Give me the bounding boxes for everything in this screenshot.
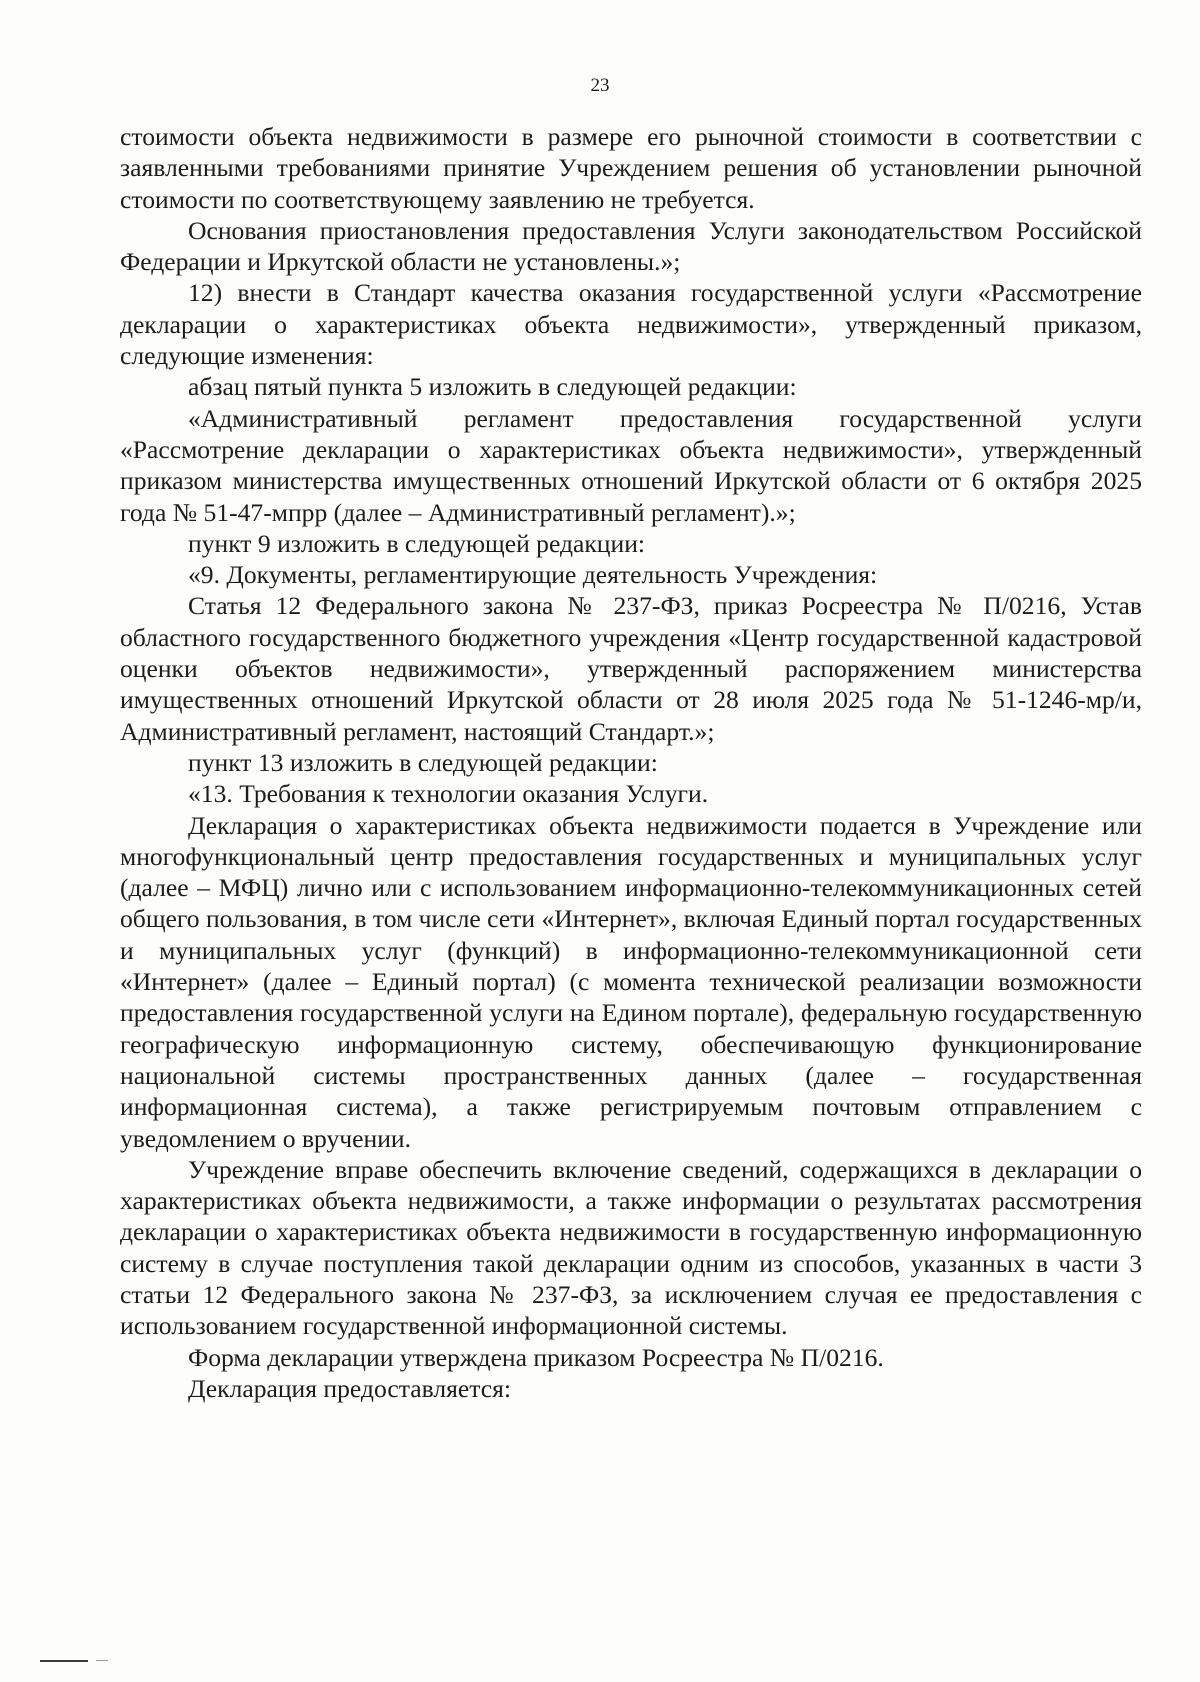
paragraph-declaration-submission: Декларация о характеристиках объекта недвижимости подается в Учреждение или многофункциональный центр предоставления государственных и муниципальных услуг (далее – МФЦ) лично или с использованием информационно-телекоммуникационных сетей общего пользования, в том числе сети «Интернет», включая Единый портал государственных и муниципальных услуг (функций) в информационно-телекоммуникационной сети «Интернет» (далее – Единый портал) (с момента технической реализации возможности предоставления государственной услуги на Едином портале), федеральную государственную географическую информационную систему, обеспечивающую функционирование национальной системы пространственных данных (далее – государственная информационная система), а также регистрируемым почтовым отправлением с уведомлением о вручении.	[120, 810, 1142, 1153]
paragraph-suspension-grounds: Основания приостановления предоставления Услуги законодательством Российской Федерации и Иркутской области не установлены.»;	[120, 215, 1142, 277]
paragraph-item-12: 12) внести в Стандарт качества оказания государственной услуги «Рассмотрение декларации о характеристиках объекта недвижимости», утвержденный приказом, следующие изменения:	[120, 278, 1142, 371]
paragraph-point-13-intro: пункт 13 изложить в следующей редакции:	[188, 747, 658, 777]
paragraph-declaration-provided: Декларация предоставляется:	[188, 1373, 511, 1403]
paragraph-point-9-body: Статья 12 Федерального закона № 237-ФЗ, приказ Росреестра № П/0216, Устав областного государственного бюджетного учреждения «Центр государственной кадастровой оценки объектов недвижимости», утвержденный распоряжением министерства имущественных отношений Иркутской области от 28 июля 2025 года № 51-1246-мр/и, Административный регламент, настоящий Стандарт.»;	[120, 591, 1142, 746]
scan-artifact-dash	[96, 1660, 108, 1661]
paragraph-point-5-intro: абзац пятый пункта 5 изложить в следующей редакции:	[188, 372, 797, 402]
scan-artifact-line	[40, 1660, 88, 1662]
paragraph-declaration-form: Форма декларации утверждена приказом Росреестра № П/0216.	[188, 1342, 884, 1372]
paragraph-point-9-intro: пункт 9 изложить в следующей редакции:	[188, 528, 646, 558]
paragraph-institution-right: Учреждение вправе обеспечить включение сведений, содержащихся в декларации о характеристиках объекта недвижимости, а также информации о результатах рассмотрения декларации о характеристиках объекта недвижимости в государственную информационную систему в случае поступления такой декларации одним из способов, указанных в части 3 статьи 12 Федерального закона № 237-ФЗ, за исключением случая ее предоставления с использованием государственной информационной системы.	[120, 1154, 1142, 1341]
paragraph-continuation: стоимости объекта недвижимости в размере его рыночной стоимости в соответствии с заявленными требованиями принятие Учреждением решения об установлении рыночной стоимости по соответствующему заявлению не требуется.	[120, 122, 1142, 214]
document-body	[120, 121, 1142, 1404]
paragraph-point-13-title: «13. Требования к технологии оказания Услуги.	[188, 779, 709, 809]
page-number: 23	[590, 75, 610, 96]
paragraph-point-9-title: «9. Документы, регламентирующие деятельность Учреждения:	[188, 560, 878, 590]
paragraph-admin-regulation: «Административный регламент предоставления государственной услуги «Рассмотрение декларации о характеристиках объекта недвижимости», утвержденный приказом министерства имущественных отношений Иркутской области от 6 октября 2025 года № 51-47-мпрр (далее – Административный регламент).»;	[120, 403, 1142, 527]
